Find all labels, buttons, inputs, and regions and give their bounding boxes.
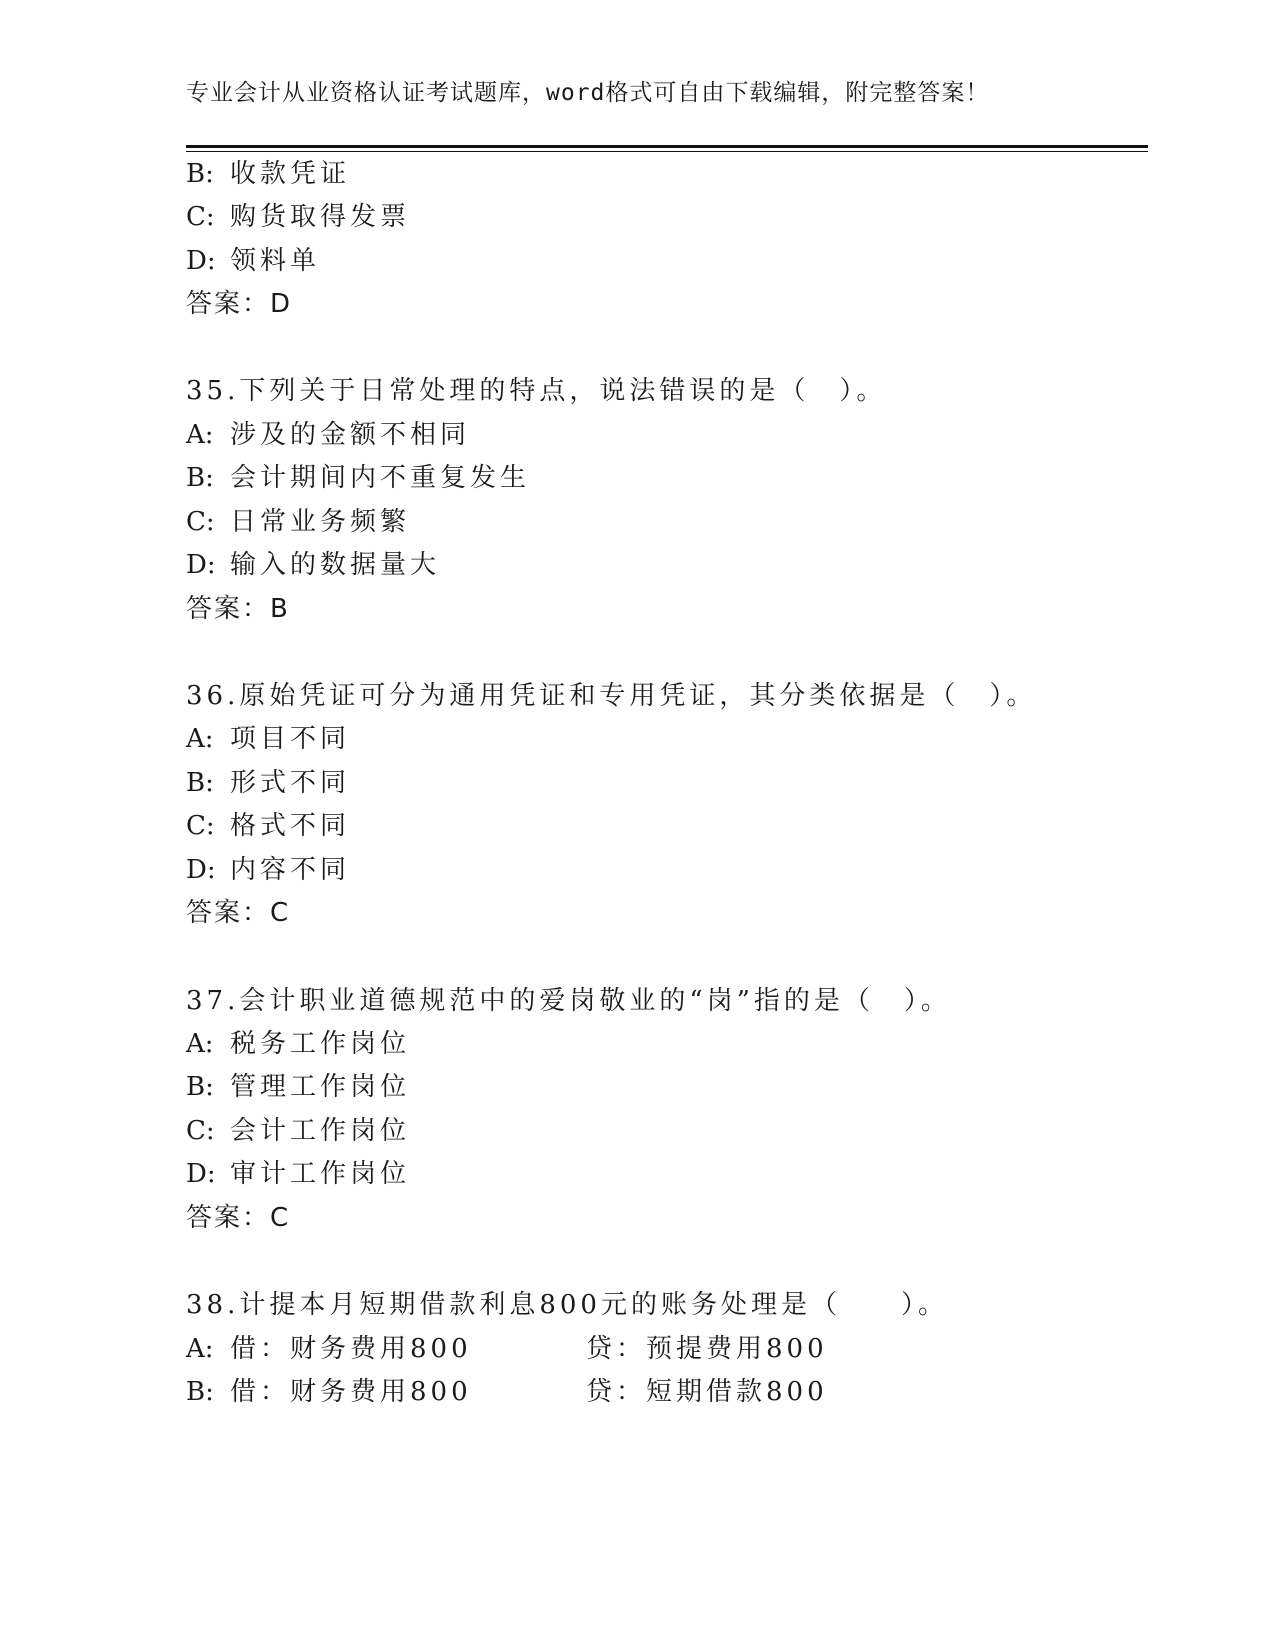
q37-option-d <box>186 1158 410 1190</box>
option-text: 形式不同 <box>230 768 351 798</box>
q37-option-b <box>186 1071 410 1103</box>
option-letter: D: <box>186 855 216 885</box>
option-letter: B: <box>186 463 214 493</box>
option-text: 格式不同 <box>230 811 351 841</box>
q38-option-b-credit: 贷：短期借款800 <box>586 1377 828 1407</box>
q36-option-c <box>186 810 350 842</box>
q35-option-c <box>186 506 410 538</box>
q34-answer: 答案：D <box>186 289 293 319</box>
option-letter: B: <box>186 159 214 189</box>
option-letter: A: <box>186 724 214 754</box>
q36-option-a <box>186 723 350 755</box>
option-text: 审计工作岗位 <box>230 1159 411 1189</box>
q35-stem: 35.下列关于日常处理的特点，说法错误的是（ ）。 <box>186 376 887 406</box>
q36-answer: 答案：C <box>186 898 291 928</box>
q34-option-b <box>186 158 350 190</box>
option-letter: B: <box>186 1377 214 1407</box>
option-letter: A: <box>186 420 214 450</box>
q35-answer: 答案：B <box>186 594 290 624</box>
option-text: 管理工作岗位 <box>230 1072 411 1102</box>
option-letter: B: <box>186 1072 214 1102</box>
q36-stem: 36.原始凭证可分为通用凭证和专用凭证，其分类依据是（ ）。 <box>186 681 1037 711</box>
option-letter: C: <box>186 202 215 232</box>
q37-answer: 答案：C <box>186 1203 291 1233</box>
q34-option-c <box>186 201 410 233</box>
option-text: 内容不同 <box>230 855 351 885</box>
option-debit-text: 借：财务费用800 <box>230 1334 472 1364</box>
option-text: 日常业务频繁 <box>230 507 411 537</box>
header-divider <box>186 145 1148 148</box>
option-letter: D: <box>186 1159 216 1189</box>
option-letter: A: <box>186 1334 214 1364</box>
option-letter: C: <box>186 507 215 537</box>
q37-option-a <box>186 1028 410 1060</box>
option-letter: C: <box>186 811 215 841</box>
q37-stem: 37.会计职业道德规范中的爱岗敬业的“岗”指的是（ ）。 <box>186 986 951 1016</box>
option-letter: B: <box>186 768 214 798</box>
q37-option-c <box>186 1115 410 1147</box>
q38-option-b <box>186 1376 472 1408</box>
q36-option-b <box>186 767 350 799</box>
option-text: 购货取得发票 <box>230 202 411 232</box>
option-text: 收款凭证 <box>230 159 351 189</box>
option-text: 项目不同 <box>230 724 351 754</box>
option-letter: D: <box>186 246 216 276</box>
option-text: 税务工作岗位 <box>230 1029 411 1059</box>
q35-option-a <box>186 419 470 451</box>
option-debit-text: 借：财务费用800 <box>230 1377 472 1407</box>
q38-option-a <box>186 1333 472 1365</box>
option-text: 会计工作岗位 <box>230 1116 411 1146</box>
q34-option-d <box>186 245 320 277</box>
q35-option-d <box>186 549 440 581</box>
option-text: 领料单 <box>230 246 321 276</box>
q35-option-b <box>186 462 530 494</box>
page-header: 专业会计从业资格认证考试题库，word格式可自由下载编辑，附完整答案！ <box>186 80 990 106</box>
q38-option-a-credit: 贷：预提费用800 <box>586 1334 828 1364</box>
option-text: 输入的数据量大 <box>230 550 441 580</box>
header-divider-thin <box>186 151 1148 152</box>
option-text: 会计期间内不重复发生 <box>230 463 531 493</box>
option-letter: D: <box>186 550 216 580</box>
q38-stem: 38.计提本月短期借款利息800元的账务处理是（ ）。 <box>186 1290 948 1320</box>
option-text: 涉及的金额不相同 <box>230 420 471 450</box>
q36-option-d <box>186 854 350 886</box>
option-letter: C: <box>186 1116 215 1146</box>
option-letter: A: <box>186 1029 214 1059</box>
